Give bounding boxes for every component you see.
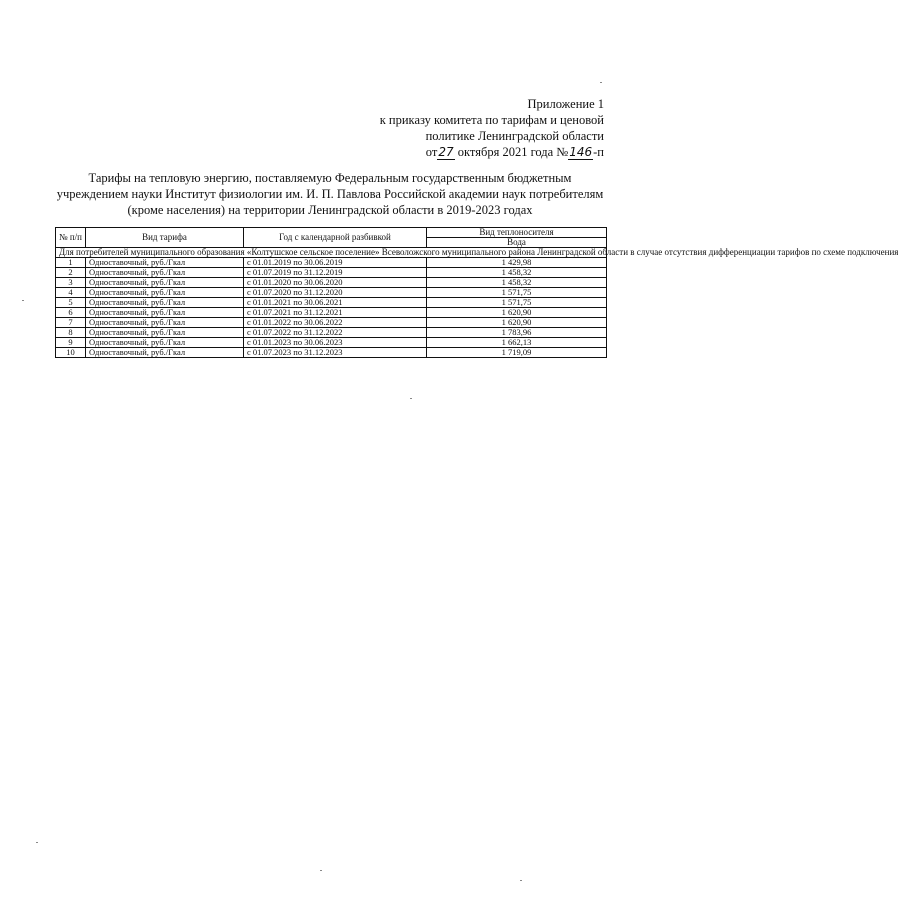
order-day-handwritten: 27 bbox=[438, 145, 454, 159]
row-water-value: 1 429,98 bbox=[427, 258, 607, 268]
row-num: 9 bbox=[56, 338, 86, 348]
header-tariff-type: Вид тарифа bbox=[86, 228, 244, 248]
row-num: 10 bbox=[56, 348, 86, 358]
row-water-value: 1 783,96 bbox=[427, 328, 607, 338]
row-period: с 01.01.2019 по 30.06.2019 bbox=[244, 258, 427, 268]
appendix-line-order-ref: к приказу комитета по тарифам и ценовой bbox=[379, 113, 604, 127]
scan-speck bbox=[600, 82, 602, 83]
title-line-2: учреждением науки Институт физиологии им. И. П. Павлова Российской академии наук потребителям bbox=[56, 187, 604, 201]
row-num: 4 bbox=[56, 288, 86, 298]
title-line-3: (кроме населения) на территории Ленинградской области в 2019-2023 годах bbox=[127, 203, 533, 217]
order-mid: октября 2021 года № bbox=[457, 145, 569, 159]
appendix-line-committee: политике Ленинградской области bbox=[425, 129, 604, 143]
row-num: 2 bbox=[56, 268, 86, 278]
row-num: 7 bbox=[56, 318, 86, 328]
row-tariff-type: Одноставочный, руб./Гкал bbox=[86, 298, 244, 308]
table-row bbox=[56, 258, 607, 268]
appendix-order-date bbox=[324, 144, 604, 160]
table-row bbox=[56, 318, 607, 328]
header-num: № п/п bbox=[56, 228, 86, 248]
row-tariff-type: Одноставочный, руб./Гкал bbox=[86, 338, 244, 348]
row-water-value: 1 662,13 bbox=[427, 338, 607, 348]
table-row bbox=[56, 288, 607, 298]
consumer-group-label: Для потребителей муниципального образования «Колтушское сельское поселение» Всеволожского муниципального района Ленинградской области в случае отсутствия дифференциации тарифов по схеме подключения bbox=[56, 248, 607, 258]
row-water-value: 1 620,90 bbox=[427, 308, 607, 318]
order-number-handwritten: 146 bbox=[569, 145, 593, 159]
row-period: с 01.07.2019 по 31.12.2019 bbox=[244, 268, 427, 278]
table-row bbox=[56, 338, 607, 348]
row-tariff-type: Одноставочный, руб./Гкал bbox=[86, 318, 244, 328]
row-num: 1 bbox=[56, 258, 86, 268]
row-num: 3 bbox=[56, 278, 86, 288]
order-prefix: от bbox=[425, 145, 438, 159]
row-period: с 01.01.2022 по 30.06.2022 bbox=[244, 318, 427, 328]
row-num: 5 bbox=[56, 298, 86, 308]
scan-speck bbox=[22, 300, 24, 301]
scan-speck bbox=[520, 880, 522, 881]
header-heat-carrier: Вид теплоносителя bbox=[427, 228, 607, 238]
table-row bbox=[56, 268, 607, 278]
order-suffix: -п bbox=[593, 145, 604, 159]
row-period: с 01.07.2022 по 31.12.2022 bbox=[244, 328, 427, 338]
row-period: с 01.01.2021 по 30.06.2021 bbox=[244, 298, 427, 308]
row-period: с 01.07.2023 по 31.12.2023 bbox=[244, 348, 427, 358]
row-tariff-type: Одноставочный, руб./Гкал bbox=[86, 258, 244, 268]
header-period: Год с календарной разбивкой bbox=[244, 228, 427, 248]
header-water: Вода bbox=[427, 238, 607, 248]
row-water-value: 1 571,75 bbox=[427, 288, 607, 298]
row-tariff-type: Одноставочный, руб./Гкал bbox=[86, 348, 244, 358]
tariff-table bbox=[55, 227, 898, 358]
document-title bbox=[54, 170, 606, 218]
row-num: 6 bbox=[56, 308, 86, 318]
row-tariff-type: Одноставочный, руб./Гкал bbox=[86, 288, 244, 298]
row-period: с 01.07.2021 по 31.12.2021 bbox=[244, 308, 427, 318]
title-line-1: Тарифы на тепловую энергию, поставляемую Федеральным государственным бюджетным bbox=[88, 171, 572, 185]
table-row bbox=[56, 348, 607, 358]
row-period: с 01.01.2023 по 30.06.2023 bbox=[244, 338, 427, 348]
appendix-block bbox=[324, 96, 604, 160]
row-period: с 01.07.2020 по 31.12.2020 bbox=[244, 288, 427, 298]
row-tariff-type: Одноставочный, руб./Гкал bbox=[86, 268, 244, 278]
row-water-value: 1 620,90 bbox=[427, 318, 607, 328]
row-period: с 01.01.2020 по 30.06.2020 bbox=[244, 278, 427, 288]
row-water-value: 1 571,75 bbox=[427, 298, 607, 308]
row-water-value: 1 719,09 bbox=[427, 348, 607, 358]
table-row bbox=[56, 308, 607, 318]
table-row bbox=[56, 328, 607, 338]
row-water-value: 1 458,32 bbox=[427, 268, 607, 278]
scan-speck bbox=[36, 842, 38, 843]
scan-speck bbox=[320, 870, 322, 871]
row-tariff-type: Одноставочный, руб./Гкал bbox=[86, 328, 244, 338]
scan-speck bbox=[410, 398, 412, 399]
table-row bbox=[56, 298, 607, 308]
row-num: 8 bbox=[56, 328, 86, 338]
tariff-table-body bbox=[56, 247, 898, 358]
row-tariff-type: Одноставочный, руб./Гкал bbox=[86, 278, 244, 288]
appendix-title: Приложение 1 bbox=[527, 97, 604, 111]
table-row bbox=[56, 278, 607, 288]
row-water-value: 1 458,32 bbox=[427, 278, 607, 288]
row-tariff-type: Одноставочный, руб./Гкал bbox=[86, 308, 244, 318]
